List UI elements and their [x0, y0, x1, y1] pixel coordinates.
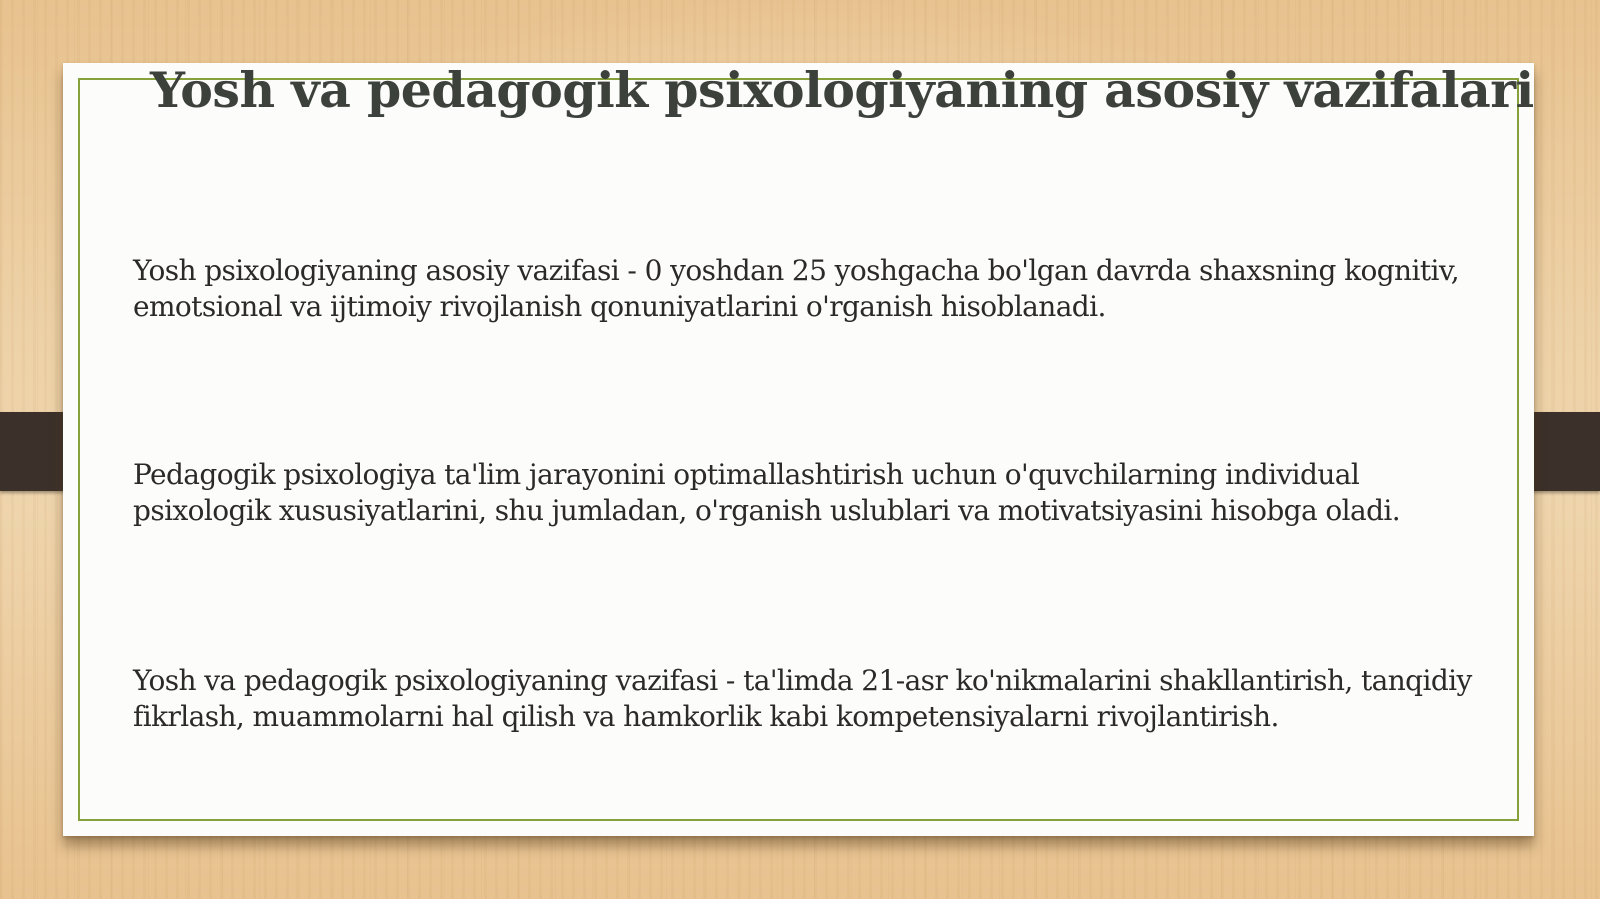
slide-title: Yosh va pedagogik psixologiyaning asosiy vazifalari	[150, 61, 1534, 119]
paragraph-21st-century-skills: Yosh va pedagogik psixologiyaning vazifasi - ta'limda 21-asr ko'nikmalarini shakllantirish, tanqidiy fikrlash, muammolarni hal qilish va hamkorlik kabi kompetensiyalarni rivojlantirish.	[133, 664, 1472, 733]
paragraph-pedagogical-psychology: Pedagogik psixologiya ta'lim jarayonini optimallashtirish uchun o'quvchilarning individual psixologik xususiyatlarini, shu jumladan, o'rganish uslublari va motivatsiyasini hisobga oladi.	[133, 458, 1401, 527]
paragraph-age-psychology: Yosh psixologiyaning asosiy vazifasi - 0 yoshdan 25 yoshgacha bo'lgan davrda shaxsning kognitiv, emotsional va ijtimoiy rivojlanish qonuniyatlarini o'rganish hisoblanadi.	[133, 254, 1460, 323]
